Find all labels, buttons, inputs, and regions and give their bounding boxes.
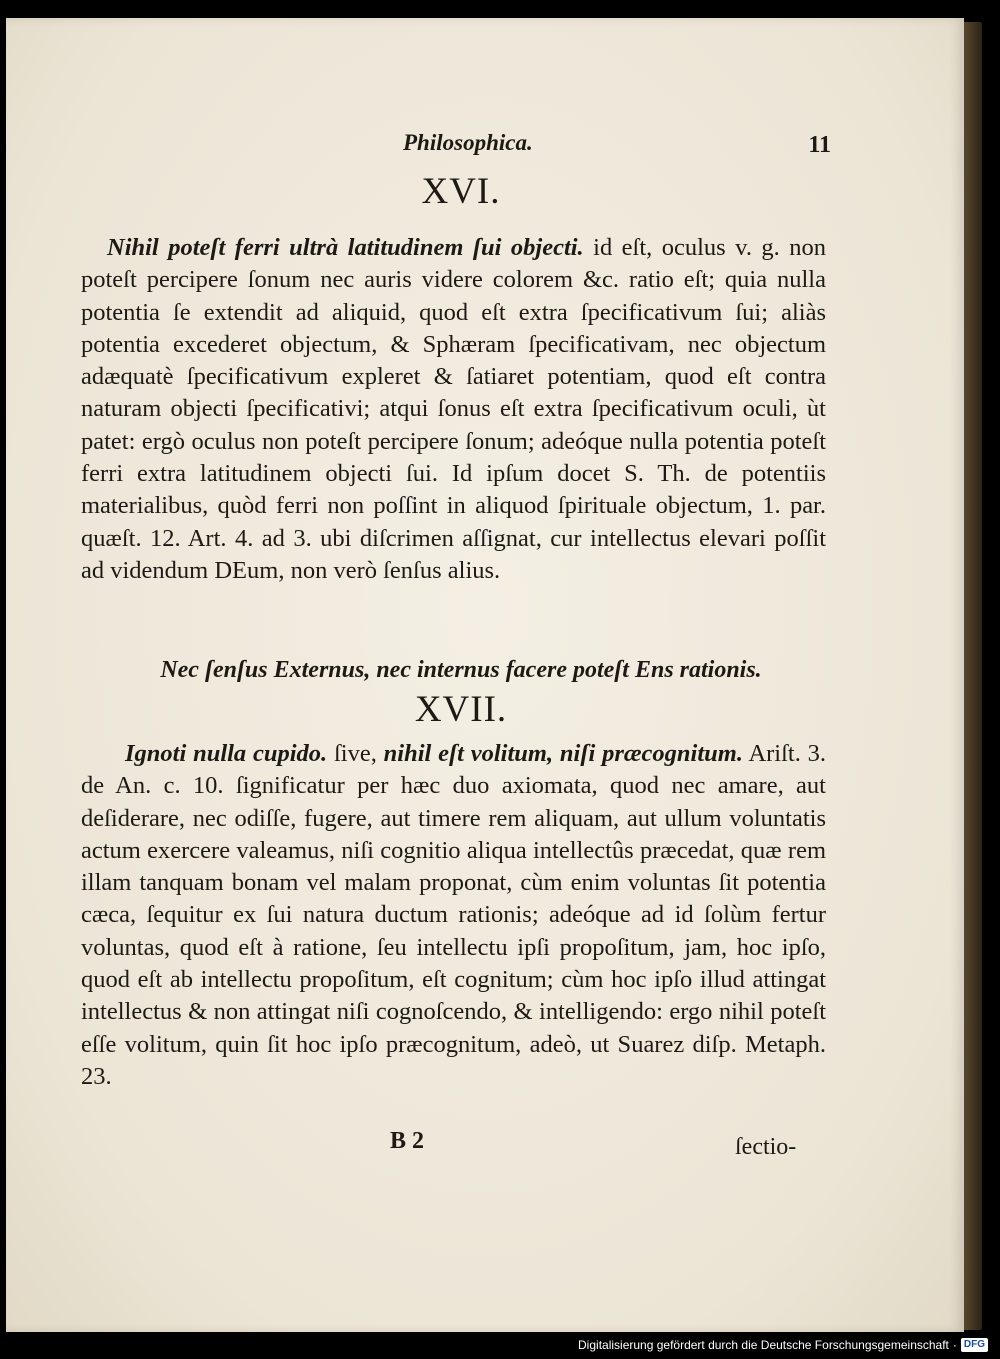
page-number: 11	[808, 132, 831, 158]
footer-credit: Digitalisierung gefördert durch die Deutsche Forschungsgemeinschaft · DFG	[578, 1335, 988, 1355]
paragraph-xvii	[81, 738, 826, 1093]
paragraph-xvi	[81, 232, 826, 587]
paragraph-xvii-body: Ariſt. 3. de An. c. 10. ſignificatur per hæc duo axiomata, quod nec amare, aut deſiderare, nec odiſſe, fugere, aut timere rem aliquam, aut ullum voluntatis actum exercere valeamus, niſi cognitio aliqua intellectûs præcedat, quæ rem illam tanquam bonam vel malam proponat, cùm enim voluntas ſit potentia cæca, ſequitur ex ſui natura ductum rationis; adeóque ad id ſolùm fertur voluntas, quod eſt à ratione, ſeu intellectu ipſi propoſitum, jam, hoc ipſo, quod eſt ab intellectu propoſitum, eſt cognitum; cùm hoc ipſo illud attingat intellectus & non attingat niſi cognoſcendo, & intelligendo: ergo nihil poteſt eſſe volitum, quin ſit hoc ipſo præcognitum, adeò, ut Suarez diſp. Metaph. 23.	[81, 740, 827, 1090]
signature-mark: B 2	[390, 1128, 425, 1154]
axiom-volitum: nihil eſt volitum, niſi præcognitum.	[383, 740, 743, 767]
dfg-logo-icon: DFG	[961, 1338, 988, 1352]
section-heading-xvi: XVI.	[421, 171, 501, 212]
book-page	[6, 18, 964, 1332]
axiom-xvi: Nihil poteſt ferri ultrà latitudinem ſui objecti.	[107, 234, 584, 261]
running-head	[81, 130, 841, 166]
connector-sive: ſive,	[333, 740, 377, 767]
catchword: ſectio-	[735, 1134, 797, 1160]
paragraph-xvi-body: id eſt, oculus v. g. non poteſt percipere ſonum nec auris videre colorem &c. ratio eſt; quia nulla potentia ſe extendit ad aliquid, quod eſt extra ſpecificativum ſui; aliàs potentia excederet objectum, & Sphæram ſpecificativam, nec objectum adæquatè ſpecificativum expleret & ſatiaret potentiam, quod eſt contra naturam objecti ſpecificativi; atqui ſonus eſt extra ſpecificativum oculi, ùt patet: ergò oculus non poteſt percipere ſonum; adeóque nulla potentia poteſt ferri extra latitudinem objecti ſui. Id ipſum docet S. Th. de potentiis materialibus, quòd ferri non poſſint in aliquod ſpirituale objectum, 1. par. quæſt. 12. Art. 4. ad 3. ubi diſcrimen aſſignat, cur intellectus elevari poſſit ad videndum DEum, non verò ſenſus alius.	[81, 234, 827, 584]
section-heading-xvii: XVII.	[414, 689, 508, 730]
axiom-ignoti: Ignoti nulla cupido.	[125, 740, 328, 767]
credit-text: Digitalisierung gefördert durch die Deutsche Forschungsgemeinschaft	[578, 1338, 949, 1352]
axiom-sensus: Nec ſenſus Externus, nec internus facere poteſt Ens rationis.	[160, 657, 762, 683]
running-title: Philosophica.	[403, 130, 533, 155]
